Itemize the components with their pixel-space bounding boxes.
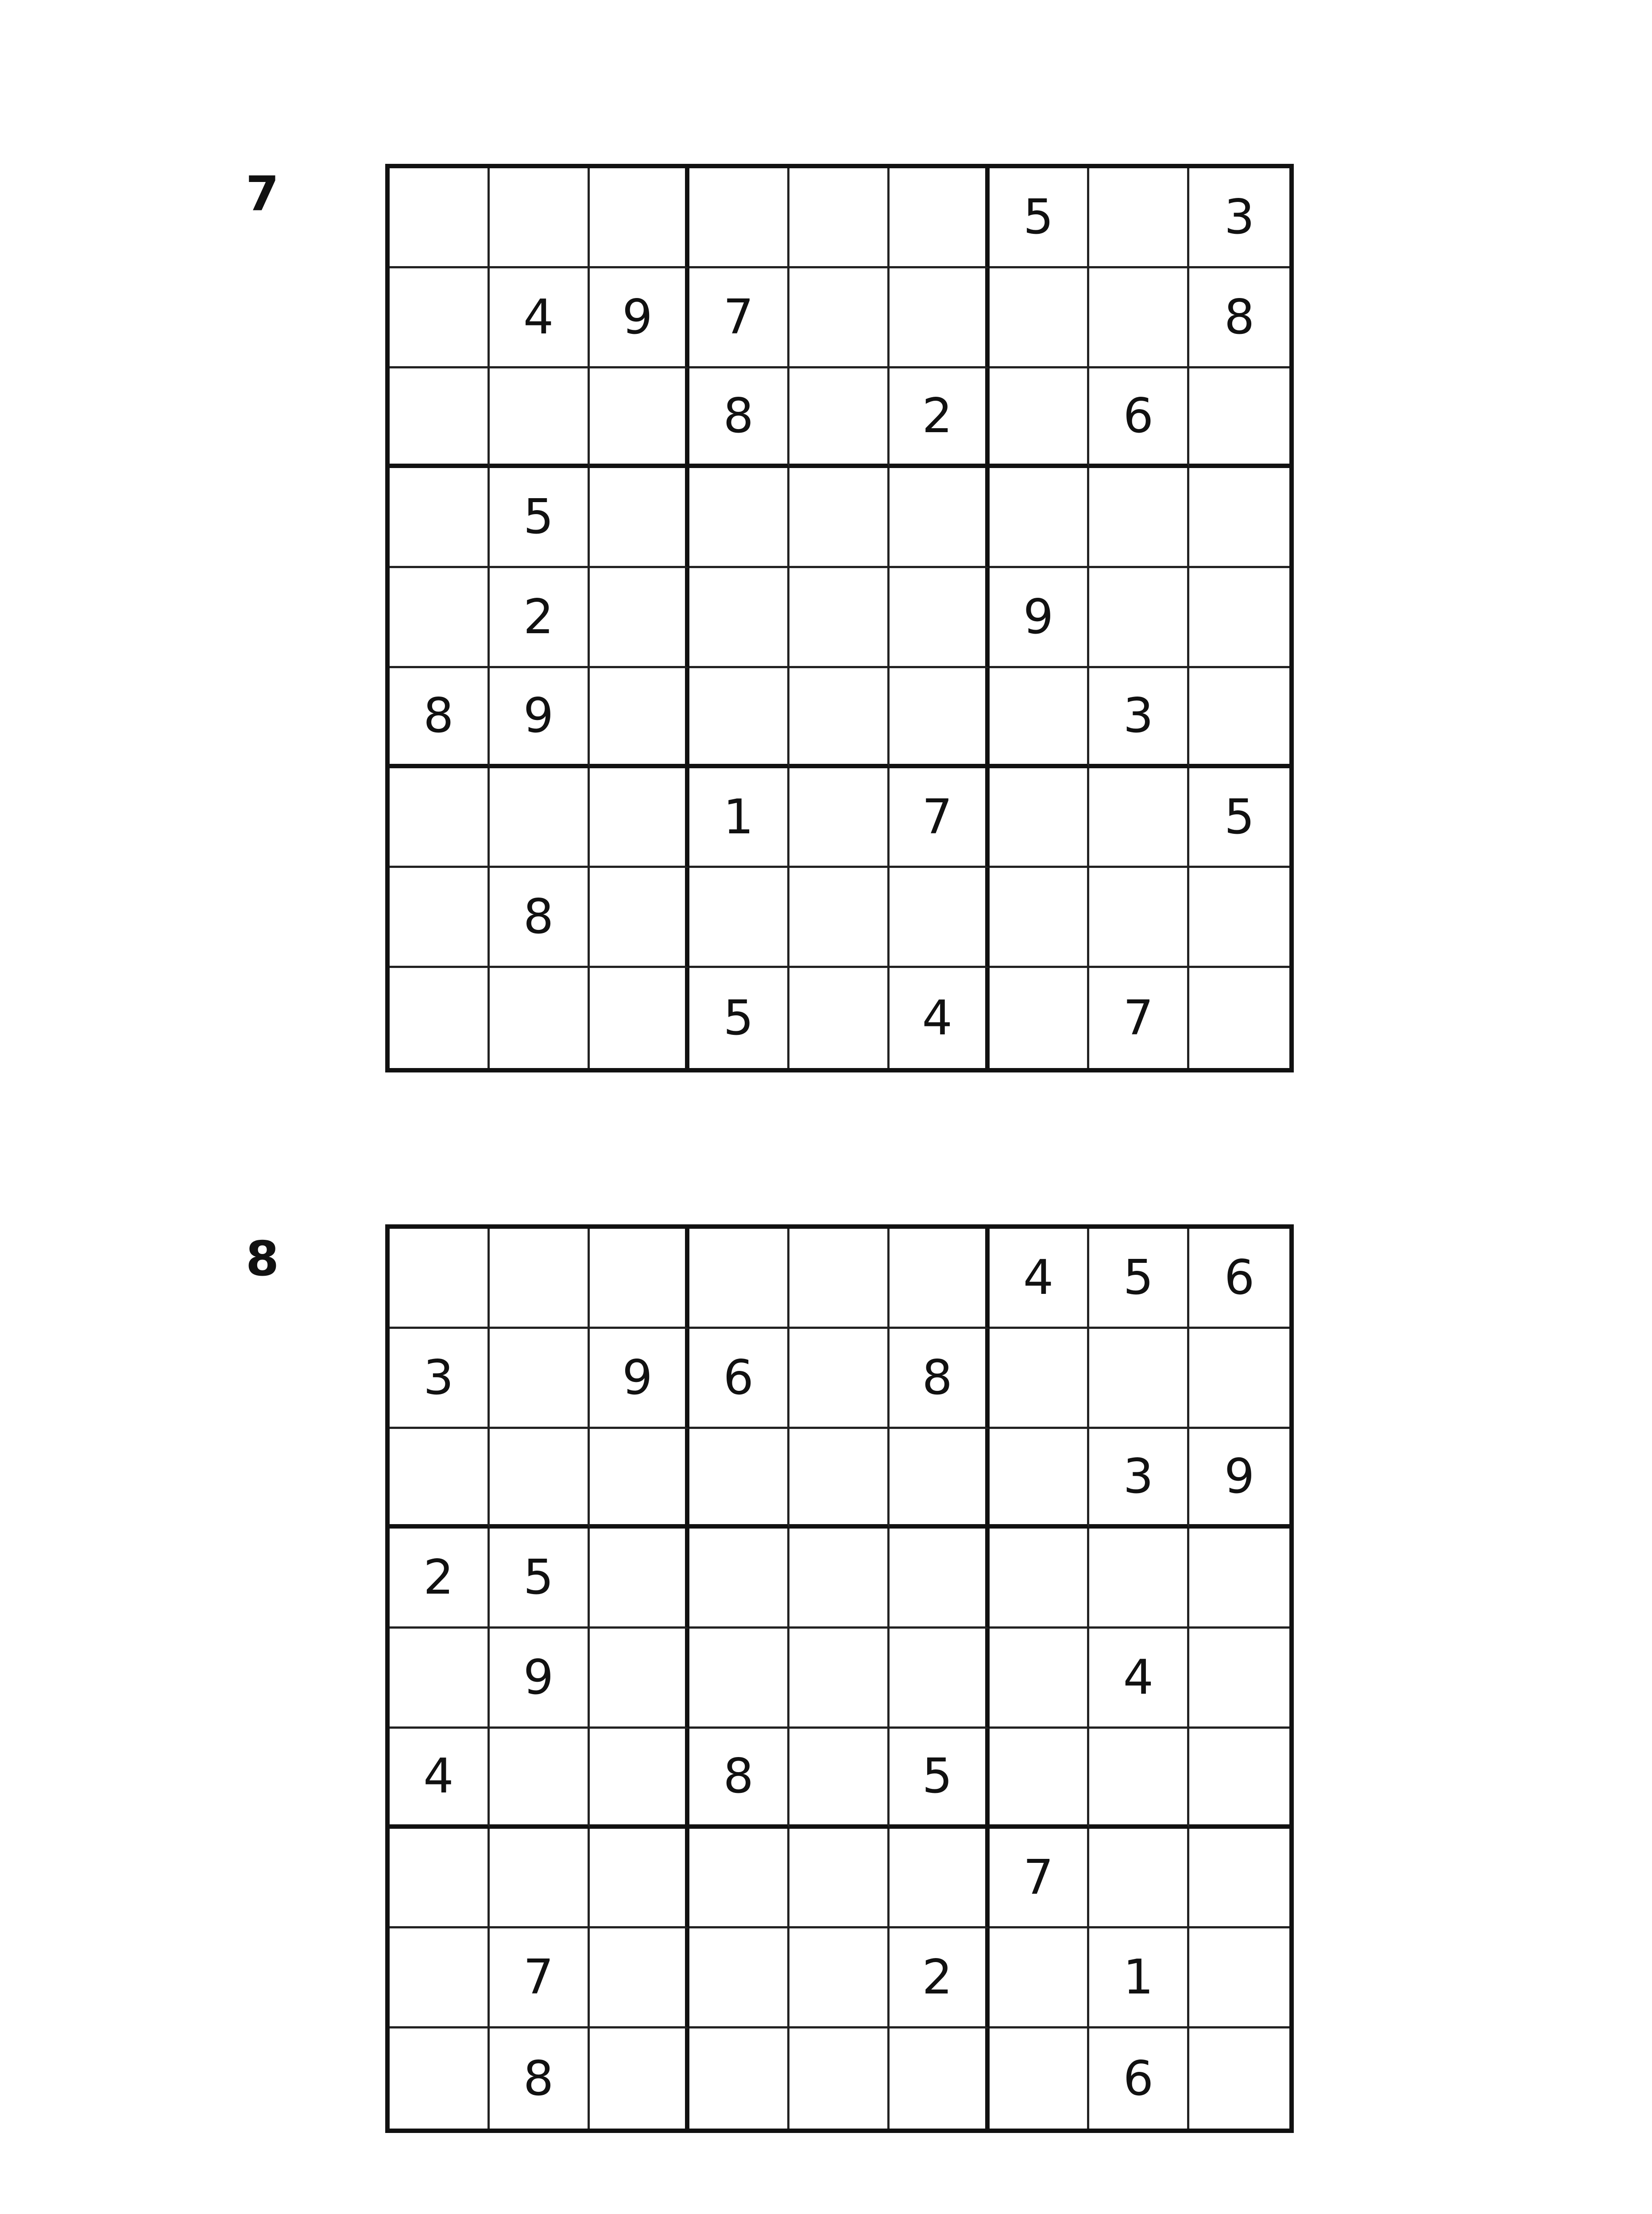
sudoku-cell[interactable] [1189,1829,1289,1929]
sudoku-cell[interactable]: 3 [1189,168,1289,268]
sudoku-cell[interactable] [689,1928,789,2028]
sudoku-cell[interactable] [789,2028,890,2129]
sudoku-cell[interactable]: 2 [890,1928,990,2028]
sudoku-cell[interactable] [1089,1529,1189,1629]
sudoku-cell[interactable] [390,368,490,468]
sudoku-cell[interactable]: 7 [1089,968,1189,1068]
sudoku-cell[interactable]: 2 [490,568,590,668]
sudoku-cell[interactable] [689,568,789,668]
sudoku-cell[interactable] [390,568,490,668]
sudoku-cell[interactable] [590,1529,690,1629]
sudoku-cell[interactable] [990,768,1090,868]
sudoku-cell[interactable]: 7 [990,1829,1090,1929]
sudoku-cell[interactable] [890,1529,990,1629]
sudoku-cell[interactable] [689,1229,789,1329]
sudoku-cell[interactable] [789,868,890,968]
sudoku-cell[interactable] [390,168,490,268]
sudoku-cell[interactable] [789,368,890,468]
sudoku-cell[interactable] [990,868,1090,968]
sudoku-cell[interactable] [789,168,890,268]
sudoku-cell[interactable]: 4 [990,1229,1090,1329]
sudoku-cell[interactable] [689,468,789,568]
sudoku-cell[interactable] [789,1829,890,1929]
sudoku-cell[interactable] [490,1729,590,1829]
sudoku-cell[interactable] [590,1429,690,1529]
sudoku-cell[interactable] [490,1229,590,1329]
sudoku-cell[interactable] [590,768,690,868]
sudoku-cell[interactable] [890,468,990,568]
sudoku-cell[interactable] [990,1629,1090,1729]
sudoku-cell[interactable] [590,2028,690,2129]
sudoku-cell[interactable] [390,1429,490,1529]
sudoku-cell[interactable]: 2 [890,368,990,468]
sudoku-cell[interactable] [890,2028,990,2129]
sudoku-cell[interactable] [490,1829,590,1929]
sudoku-cell[interactable] [1089,1729,1189,1829]
sudoku-cell[interactable] [789,1729,890,1829]
sudoku-cell[interactable] [1089,268,1189,368]
sudoku-cell[interactable] [1089,468,1189,568]
sudoku-grid [385,164,1294,1072]
sudoku-cell[interactable] [590,1229,690,1329]
sudoku-cell[interactable] [390,768,490,868]
sudoku-cell[interactable] [789,1529,890,1629]
sudoku-cell[interactable] [1189,1629,1289,1729]
sudoku-cell[interactable]: 8 [689,1729,789,1829]
sudoku-cell[interactable] [490,968,590,1068]
sudoku-cell[interactable]: 6 [1089,368,1189,468]
sudoku-cell[interactable]: 9 [590,1329,690,1429]
sudoku-cell[interactable] [1089,568,1189,668]
sudoku-cell[interactable] [390,2028,490,2129]
sudoku-cell[interactable]: 5 [1089,1229,1189,1329]
sudoku-cell[interactable] [490,1329,590,1429]
puzzle-number: 7 [246,166,279,222]
sudoku-cell[interactable] [1189,1329,1289,1429]
sudoku-cell[interactable] [990,1928,1090,2028]
sudoku-cell[interactable]: 8 [1189,268,1289,368]
sudoku-cell[interactable] [689,1529,789,1629]
sudoku-cell[interactable]: 8 [490,868,590,968]
sudoku-cell[interactable] [1189,368,1289,468]
sudoku-cell[interactable] [789,468,890,568]
sudoku-cell[interactable]: 5 [1189,768,1289,868]
sudoku-cell[interactable] [1189,668,1289,768]
sudoku-cell[interactable] [890,1829,990,1929]
sudoku-cell[interactable] [789,568,890,668]
sudoku-cell[interactable] [390,868,490,968]
sudoku-cell[interactable]: 5 [490,468,590,568]
sudoku-cell[interactable] [590,368,690,468]
sudoku-cell[interactable]: 6 [689,1329,789,1429]
sudoku-cell[interactable] [1089,1329,1189,1429]
sudoku-cell[interactable] [990,2028,1090,2129]
sudoku-cell[interactable]: 3 [1089,668,1189,768]
sudoku-cell[interactable] [390,968,490,1068]
sudoku-cell[interactable] [590,668,690,768]
sudoku-cell[interactable] [390,1928,490,2028]
sudoku-cell[interactable] [990,468,1090,568]
sudoku-cell[interactable] [1189,2028,1289,2129]
sudoku-cell[interactable]: 4 [390,1729,490,1829]
sudoku-cell[interactable] [890,868,990,968]
sudoku-cell[interactable] [1089,768,1189,868]
sudoku-cell[interactable]: 5 [990,168,1090,268]
sudoku-cell[interactable] [590,1829,690,1929]
sudoku-cell[interactable] [490,168,590,268]
sudoku-cell[interactable] [1189,868,1289,968]
sudoku-cell[interactable] [390,1229,490,1329]
sudoku-cell[interactable] [990,368,1090,468]
sudoku-cell[interactable] [490,1429,590,1529]
sudoku-cell[interactable] [890,168,990,268]
sudoku-cell[interactable] [390,468,490,568]
sudoku-cell[interactable]: 4 [490,268,590,368]
sudoku-cell[interactable] [789,1629,890,1729]
sudoku-cell[interactable] [689,1829,789,1929]
sudoku-cell[interactable] [990,268,1090,368]
sudoku-cell[interactable]: 7 [890,768,990,868]
sudoku-cell[interactable] [1189,1928,1289,2028]
sudoku-cell[interactable] [990,968,1090,1068]
sudoku-cell[interactable] [890,1229,990,1329]
sudoku-cell[interactable] [390,1829,490,1929]
sudoku-grid [385,1224,1294,2133]
sudoku-cell[interactable] [390,1629,490,1729]
sudoku-cell[interactable]: 7 [490,1928,590,2028]
sudoku-cell[interactable] [890,1429,990,1529]
sudoku-cell[interactable]: 9 [590,268,690,368]
sudoku-cell[interactable] [789,1429,890,1529]
sudoku-cell[interactable]: 2 [390,1529,490,1629]
sudoku-cell[interactable]: 3 [1089,1429,1189,1529]
sudoku-cell[interactable]: 7 [689,268,789,368]
sudoku-cell[interactable] [490,768,590,868]
sudoku-cell[interactable]: 4 [1089,1629,1189,1729]
sudoku-cell[interactable] [689,668,789,768]
sudoku-cell[interactable] [689,1429,789,1529]
sudoku-cell[interactable] [590,1629,690,1729]
sudoku-cell[interactable]: 9 [490,668,590,768]
sudoku-cell[interactable]: 8 [490,2028,590,2129]
sudoku-cell[interactable] [390,268,490,368]
sudoku-cell[interactable] [890,268,990,368]
sudoku-cell[interactable]: 9 [490,1629,590,1729]
sudoku-cell[interactable] [789,768,890,868]
sudoku-cell[interactable]: 9 [990,568,1090,668]
sudoku-cell[interactable] [990,668,1090,768]
sudoku-cell[interactable] [1189,1529,1289,1629]
sudoku-cell[interactable] [1189,968,1289,1068]
sudoku-cell[interactable] [1189,568,1289,668]
sudoku-cell[interactable] [1089,168,1189,268]
sudoku-cell[interactable] [689,2028,789,2129]
sudoku-cell[interactable] [890,1629,990,1729]
sudoku-cell[interactable] [789,1928,890,2028]
sudoku-cell[interactable] [1189,1729,1289,1829]
sudoku-cell[interactable] [590,868,690,968]
sudoku-cell[interactable]: 4 [890,968,990,1068]
sudoku-cell[interactable] [789,968,890,1068]
sudoku-cell[interactable] [1089,1829,1189,1929]
sudoku-cell[interactable] [590,568,690,668]
sudoku-cell[interactable] [689,868,789,968]
sudoku-cell[interactable] [990,1529,1090,1629]
sudoku-cell[interactable]: 6 [1089,2028,1189,2129]
sudoku-cell[interactable] [890,668,990,768]
sudoku-cell[interactable] [590,468,690,568]
sudoku-cell[interactable] [490,368,590,468]
sudoku-cell[interactable] [1189,468,1289,568]
sudoku-cell[interactable]: 5 [890,1729,990,1829]
sudoku-cell[interactable]: 8 [689,368,789,468]
sudoku-cell[interactable] [990,1329,1090,1429]
sudoku-cell[interactable] [590,168,690,268]
sudoku-cell[interactable] [990,1729,1090,1829]
sudoku-cell[interactable] [789,1229,890,1329]
sudoku-cell[interactable] [789,668,890,768]
sudoku-cell[interactable] [789,268,890,368]
sudoku-cell[interactable] [990,1429,1090,1529]
sudoku-cell[interactable] [789,1329,890,1429]
sudoku-cell[interactable] [890,568,990,668]
puzzle-number: 8 [246,1231,279,1287]
sudoku-cell[interactable] [590,968,690,1068]
sudoku-cell[interactable]: 5 [689,968,789,1068]
sudoku-cell[interactable]: 1 [1089,1928,1189,2028]
sudoku-cell[interactable] [590,1729,690,1829]
sudoku-cell[interactable] [689,168,789,268]
sudoku-cell[interactable]: 3 [390,1329,490,1429]
sudoku-cell[interactable]: 8 [390,668,490,768]
sudoku-cell[interactable] [689,1629,789,1729]
sudoku-cell[interactable]: 6 [1189,1229,1289,1329]
sudoku-cell[interactable]: 5 [490,1529,590,1629]
sudoku-cell[interactable] [590,1928,690,2028]
sudoku-cell[interactable]: 8 [890,1329,990,1429]
sudoku-cell[interactable] [1089,868,1189,968]
sudoku-cell[interactable]: 9 [1189,1429,1289,1529]
sudoku-cell[interactable]: 1 [689,768,789,868]
